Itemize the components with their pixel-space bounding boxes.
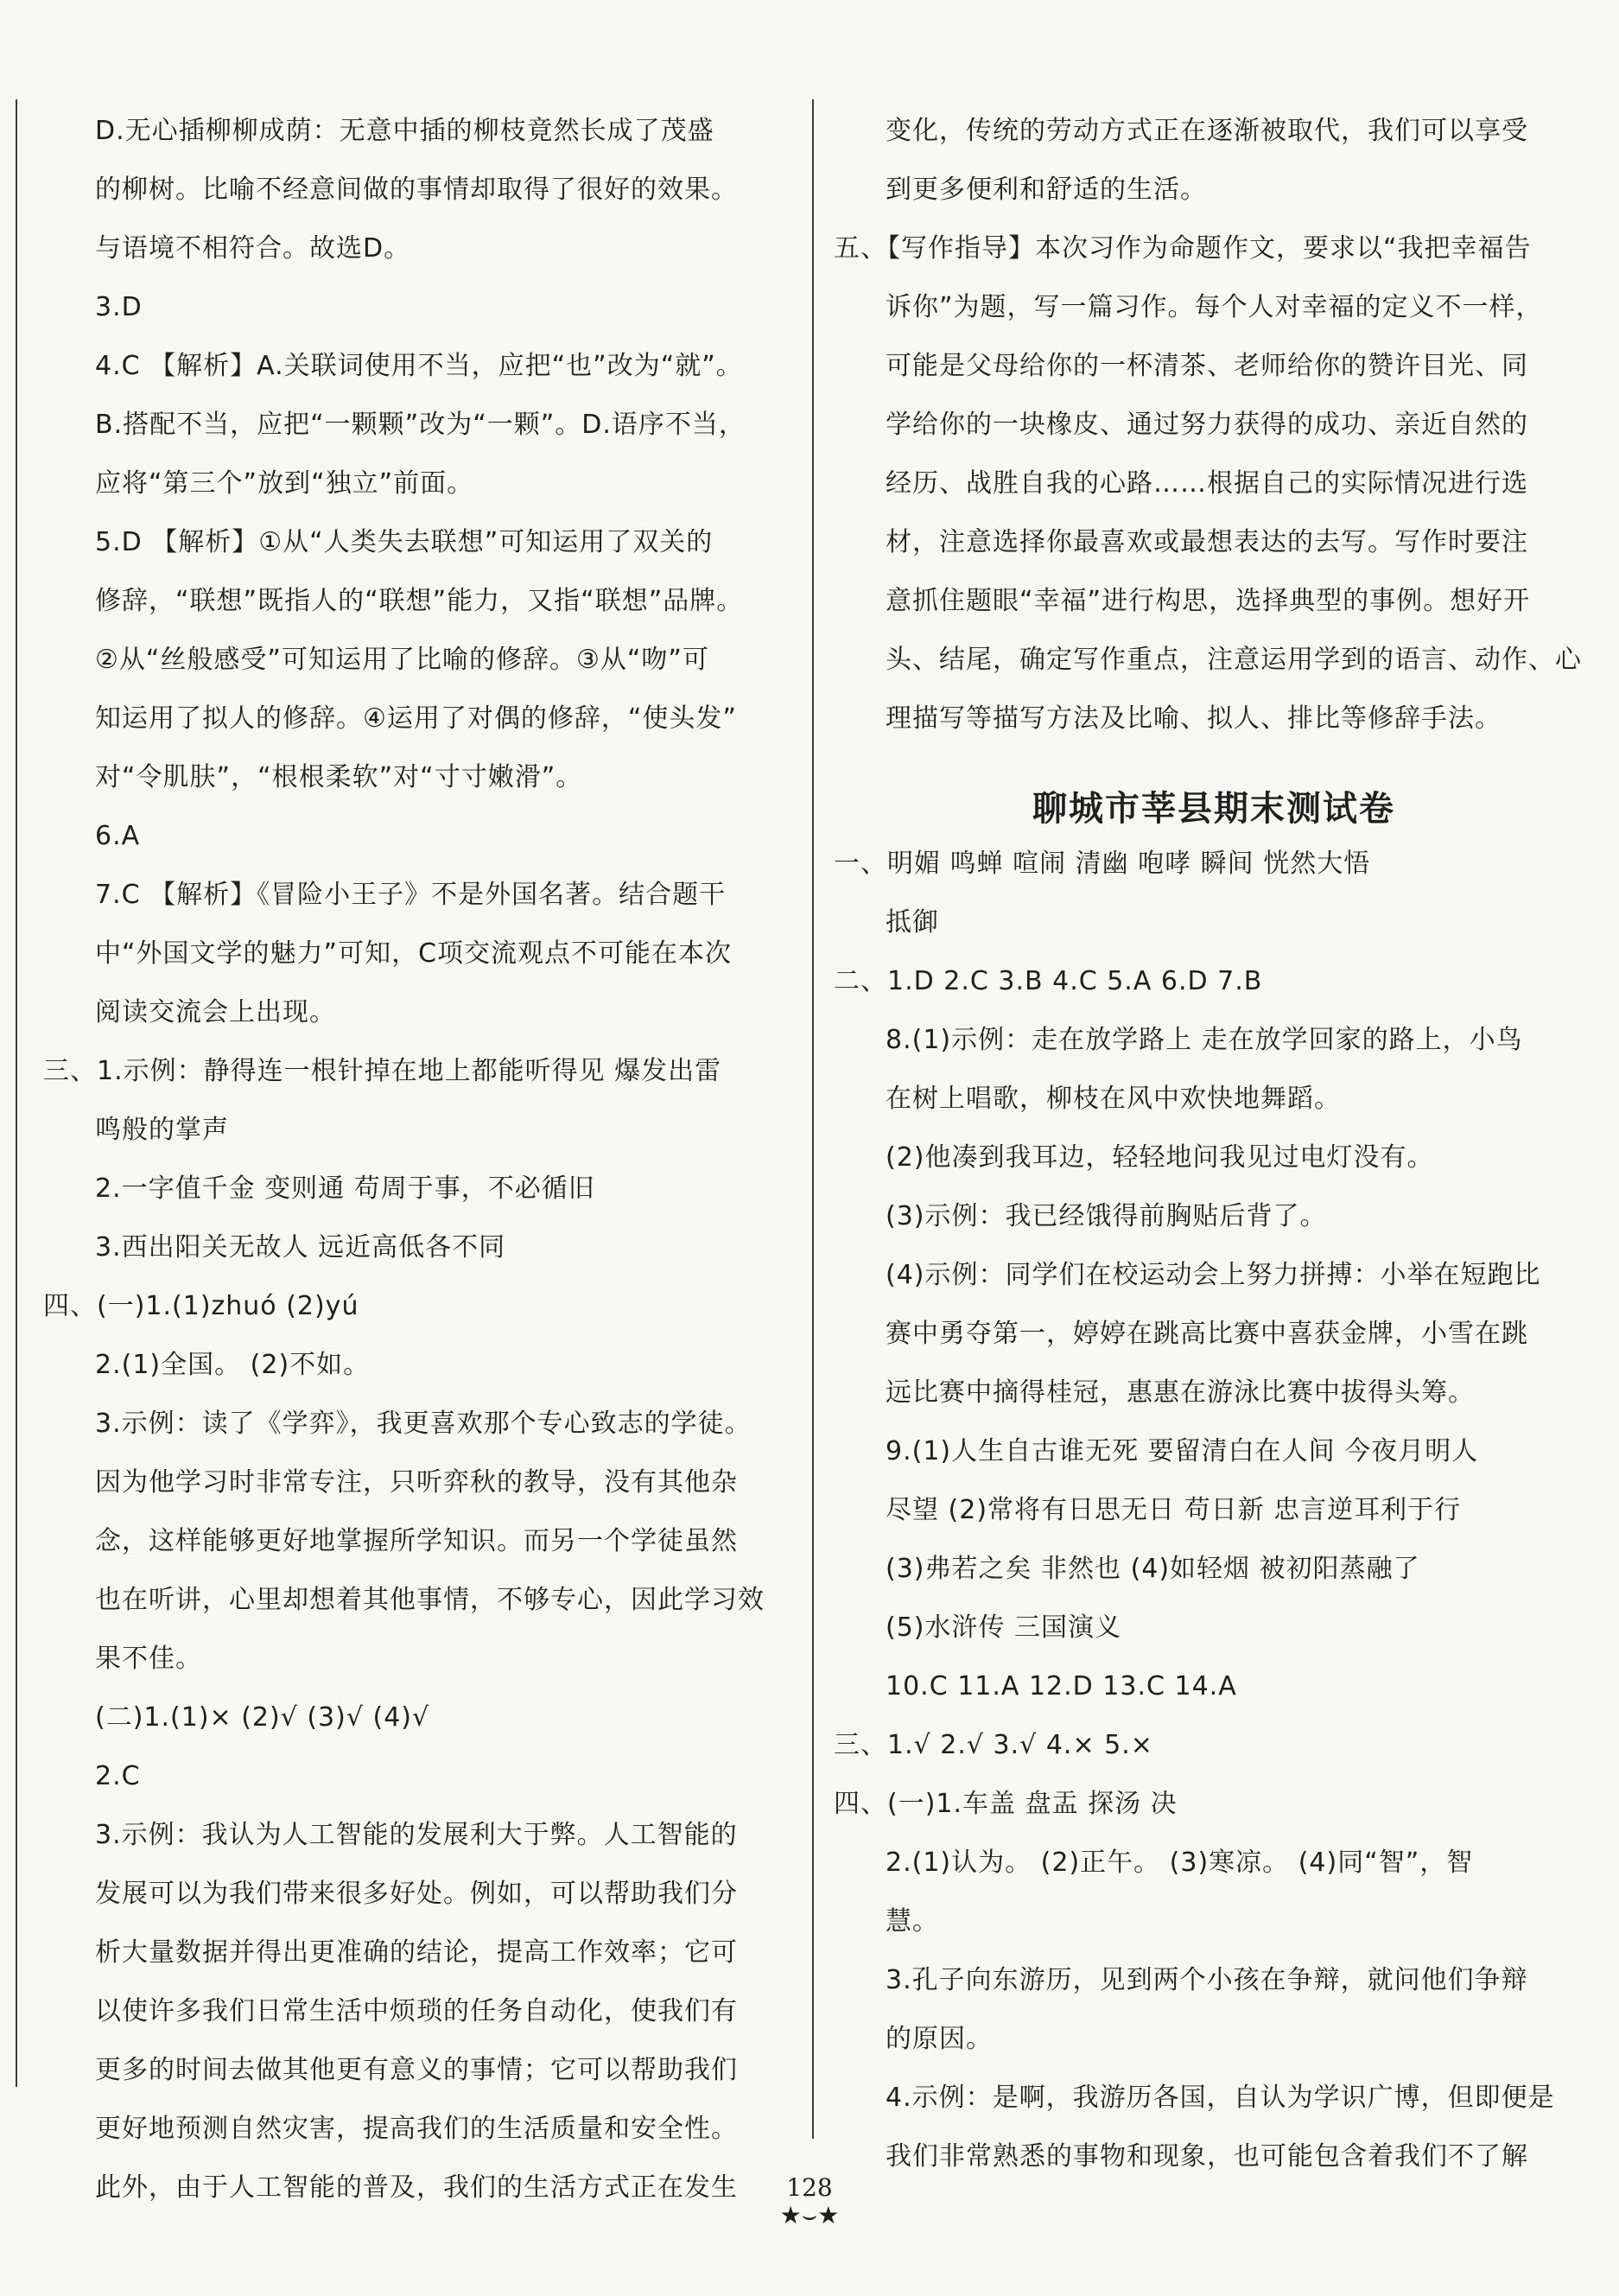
text-line: 对“令肌肤”，“根根柔软”对“寸寸嫩滑”。: [95, 762, 583, 792]
text-line: 三、1.√ 2.√ 3.√ 4.× 5.×: [834, 1730, 1153, 1760]
text-line: 学给你的一块橡皮、通过努力获得的成功、亲近自然的: [886, 410, 1528, 440]
text-line: 我们非常熟悉的事物和现象，也可能包含着我们不了解: [886, 2141, 1528, 2172]
text-line: (5)水浒传 三国演义: [886, 1612, 1122, 1643]
text-line: 鸣般的掌声: [95, 1115, 229, 1145]
text-line: 发展可以为我们带来很多好处。例如，可以帮助我们分: [95, 1879, 738, 1909]
text-line: 阅读交流会上出现。: [95, 997, 336, 1027]
text-line: 意抓住题眼“幸福”进行构思，选择典型的事例。想好开: [886, 586, 1531, 616]
text-line: 4.C 【解析】A.关联词使用不当，应把“也”改为“就”。: [95, 351, 743, 381]
right-column: [834, 102, 1594, 2186]
text-line: 3.示例：我认为人工智能的发展利大于弊。人工智能的: [95, 1820, 738, 1850]
text-line: 2.(1)认为。 (2)正午。 (3)寒凉。 (4)同“智”，智: [886, 1848, 1474, 1878]
text-line: 3.D: [95, 292, 143, 322]
text-line: 7.C 【解析】《冒险小王子》不是外国名著。结合题干: [95, 880, 727, 910]
star-decoration-icon: ★⌣★: [779, 2201, 840, 2229]
text-line: 3.孔子向东游历，见到两个小孩在争辩，就问他们争辩: [886, 1965, 1528, 1995]
text-line: 5.D 【解析】①从“人类失去联想”可知运用了双关的: [95, 527, 714, 557]
text-line: 3.示例：读了《学弈》，我更喜欢那个专心致志的学徒。: [95, 1409, 752, 1439]
text-line: (3)弗若之矣 非然也 (4)如轻烟 被初阳蒸融了: [886, 1554, 1420, 1584]
text-line: 3.西出阳关无故人 远近高低各不同: [95, 1232, 506, 1262]
text-line: 10.C 11.A 12.D 13.C 14.A: [886, 1671, 1237, 1701]
text-line: (二)1.(1)× (2)√ (3)√ (4)√: [95, 1702, 430, 1733]
left-margin-rule: [16, 99, 17, 2087]
text-line: 4.示例：是啊，我游历各国，自认为学识广博，但即便是: [886, 2083, 1555, 2113]
section-title: 聊城市莘县期末测试卷: [1032, 789, 1395, 829]
text-line: 因为他学习时非常专注，只听弈秋的教导，没有其他杂: [95, 1467, 738, 1498]
text-line: 经历、战胜自我的心路……根据自己的实际情况进行选: [886, 468, 1528, 499]
text-line: (2)他凑到我耳边，轻轻地问我见过电灯没有。: [886, 1142, 1434, 1173]
text-line: 中“外国文学的魅力”可知，C项交流观点不可能在本次: [95, 938, 733, 969]
text-line: 一、明媚 鸣蝉 喧闹 清幽 咆哮 瞬间 恍然大悟: [834, 849, 1371, 879]
right-column-top: [834, 102, 1594, 748]
page-footer: [0, 2173, 1619, 2230]
text-line: 析大量数据并得出更准确的结论，提高工作效率；它可: [95, 1937, 738, 1968]
text-line: 四、(一)1.(1)zhuó (2)yú: [43, 1291, 359, 1321]
text-line: B.搭配不当，应把“一颗颗”改为“一颗”。D.语序不当，: [95, 410, 746, 440]
text-line: 理描写等描写方法及比喻、拟人、排比等修辞手法。: [886, 703, 1502, 734]
text-line: 与语境不相符合。故选D。: [95, 233, 411, 264]
text-line: 更多的时间去做其他更有意义的事情；它可以帮助我们: [95, 2055, 738, 2085]
text-line: 五、【写作指导】本次习作为命题作文，要求以“我把幸福告: [834, 233, 1532, 264]
text-line: 头、结尾，确定写作重点，注意运用学到的语言、动作、心: [886, 645, 1582, 675]
text-line: 果不佳。: [95, 1644, 202, 1674]
text-line: 2.(1)全国。 (2)不如。: [95, 1350, 371, 1380]
text-line: 修辞，“联想”既指人的“联想”能力，又指“联想”品牌。: [95, 586, 744, 616]
text-line: 可能是父母给你的一杯清茶、老师给你的赞许目光、同: [886, 351, 1528, 381]
text-line: 8.(1)示例：走在放学路上 走在放学回家的路上，小鸟: [886, 1025, 1523, 1055]
text-line: 以使许多我们日常生活中烦琐的任务自动化，使我们有: [95, 1996, 738, 2026]
text-line: 2.C: [95, 1761, 141, 1791]
text-line: D.无心插柳柳成荫：无意中插的柳枝竟然长成了茂盛: [95, 116, 714, 146]
text-line: 赛中勇夺第一，婷婷在跳高比赛中喜获金牌，小雪在跳: [886, 1319, 1528, 1349]
text-line: (3)示例：我已经饿得前胸贴后背了。: [886, 1201, 1327, 1231]
text-line: 念，这样能够更好地掌握所学知识。而另一个学徒虽然: [95, 1526, 738, 1556]
text-line: 6.A: [95, 821, 141, 851]
text-line: 四、(一)1.车盖 盘盂 探汤 决: [834, 1789, 1178, 1819]
text-line: 9.(1)人生自古谁无死 要留清白在人间 今夜月明人: [886, 1436, 1479, 1466]
text-line: 材，注意选择你最喜欢或最想表达的去写。写作时要注: [886, 527, 1528, 557]
text-line: 应将“第三个”放到“独立”前面。: [95, 468, 474, 499]
text-line: 在树上唱歌，柳枝在风中欢快地舞蹈。: [886, 1084, 1341, 1114]
text-line: 尽望 (2)常将有日思无日 苟日新 忠言逆耳利于行: [886, 1495, 1462, 1525]
text-line: 慧。: [886, 1906, 939, 1937]
text-line: 诉你”为题，写一篇习作。每个人对幸福的定义不一样，: [886, 292, 1543, 322]
text-line: 知运用了拟人的修辞。④运用了对偶的修辞，“使头发”: [95, 703, 737, 734]
column-divider: [812, 99, 814, 2139]
text-line: 此外，由于人工智能的普及，我们的生活方式正在发生: [95, 2172, 738, 2203]
text-line: ②从“丝般感受”可知运用了比喻的修辞。③从“吻”可: [95, 645, 709, 675]
text-line: 二、1.D 2.C 3.B 4.C 5.A 6.D 7.B: [834, 966, 1263, 996]
text-line: 三、1.示例：静得连一根针掉在地上都能听得见 爆发出雷: [43, 1056, 722, 1086]
text-line: 抵御: [886, 907, 939, 938]
text-line: 变化，传统的劳动方式正在逐渐被取代，我们可以享受: [886, 116, 1528, 146]
text-line: 也在听讲，心里却想着其他事情，不够专心，因此学习效: [95, 1585, 765, 1615]
left-column: [43, 102, 795, 2217]
text-line: 的原因。: [886, 2024, 993, 2054]
text-line: 远比赛中摘得桂冠，惠惠在游泳比赛中拔得头筹。: [886, 1377, 1475, 1408]
right-column-bottom: [834, 835, 1594, 2186]
text-line: 更好地预测自然灾害，提高我们的生活质量和安全性。: [95, 2114, 738, 2144]
text-line: 的柳树。比喻不经意间做的事情却取得了很好的效果。: [95, 175, 738, 205]
text-line: 到更多便利和舒适的生活。: [886, 175, 1207, 205]
text-line: 2.一字值千金 变则通 苟周于事，不必循旧: [95, 1173, 595, 1204]
text-line: (4)示例：同学们在校运动会上努力拼搏：小举在短跑比: [886, 1260, 1541, 1290]
page-number: 128: [786, 2173, 833, 2202]
